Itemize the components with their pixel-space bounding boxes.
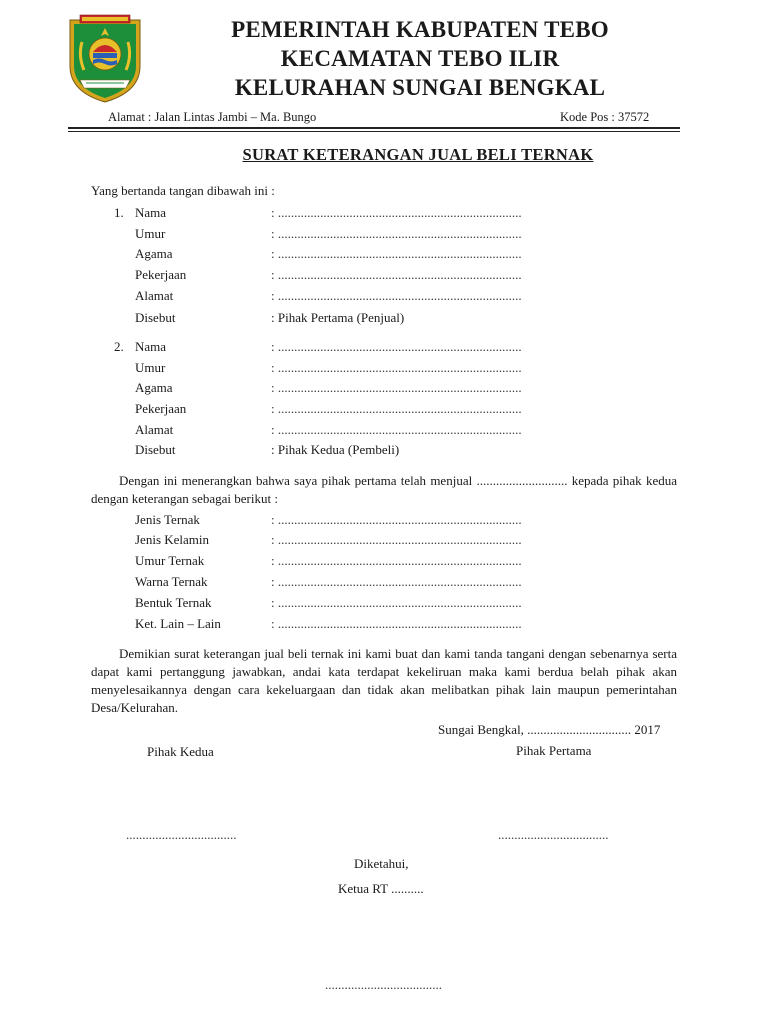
field-value: : ........................................................................... bbox=[271, 422, 522, 437]
field-label: Pekerjaan bbox=[135, 401, 187, 416]
field-value: : ........................................................................... bbox=[271, 616, 522, 631]
field-value: : ........................................................................... bbox=[271, 360, 522, 375]
field-value: : ........................................................................... bbox=[271, 380, 522, 395]
field-value: : ........................................................................... bbox=[271, 226, 522, 241]
intro-text: Yang bertanda tangan dibawah ini : bbox=[91, 183, 275, 198]
field-value: : Pihak Pertama (Penjual) bbox=[271, 310, 405, 325]
field-value: : ........................................................................... bbox=[271, 401, 522, 416]
field-value: : ........................................................................... bbox=[271, 574, 522, 589]
field-value: : ........................................................................... bbox=[271, 205, 522, 220]
field-label: Agama bbox=[135, 246, 173, 261]
closing-text: Demikian surat keterangan jual beli ternak ini kami buat dan kami tanda tangani dengan sebenarnya serta dapat kami pertanggung jawabkan, andai kata terdapat kekeliruan maka kami berdua belah pihak akan menyelesaikannya dengan cara kekeluargaan dan tidak akan melibatkan pihak lain maupun pemerintahan Desa/Kelurahan. bbox=[91, 646, 677, 715]
field-value: : ........................................................................... bbox=[271, 288, 522, 303]
sale-statement-text: Dengan ini menerangkan bahwa saya pihak pertama telah menjual ............................ kepada pihak kedua dengan keterangan sebagai berikut : bbox=[91, 473, 677, 506]
village-name: KELURAHAN SUNGAI BENGKAL bbox=[234, 75, 606, 100]
field-value: : ........................................................................... bbox=[271, 595, 522, 610]
field-label: Nama bbox=[135, 205, 167, 220]
field-label: Nama bbox=[135, 339, 167, 354]
field-label: Agama bbox=[135, 380, 173, 395]
field-label: Disebut bbox=[135, 310, 176, 325]
field-value: : ........................................................................... bbox=[271, 339, 522, 354]
place-date: Sungai Bengkal, ................................ 2017 bbox=[438, 722, 661, 737]
field-value: : ........................................................................... bbox=[271, 267, 522, 282]
document-title: SURAT KETERANGAN JUAL BELI TERNAK bbox=[242, 145, 594, 164]
party-1-signature-label: Pihak Pertama bbox=[516, 743, 592, 758]
field-value: : ........................................................................... bbox=[271, 532, 522, 547]
party-2-number: 2. bbox=[114, 339, 124, 354]
rt-head-label: Ketua RT .......... bbox=[338, 881, 424, 896]
field-value: : ........................................................................... bbox=[271, 553, 522, 568]
field-label: Umur Ternak bbox=[135, 553, 205, 568]
rt-signature-line: .................................... bbox=[325, 977, 442, 992]
closing-paragraph bbox=[91, 645, 677, 717]
field-label: Umur bbox=[135, 360, 166, 375]
field-value: : ........................................................................... bbox=[271, 512, 522, 527]
party-1-signature-line: .................................. bbox=[498, 827, 609, 842]
header-divider bbox=[68, 127, 680, 129]
field-label: Pekerjaan bbox=[135, 267, 187, 282]
field-label: Jenis Ternak bbox=[135, 512, 200, 527]
header-divider-thin bbox=[68, 131, 680, 132]
party-1-number: 1. bbox=[114, 205, 124, 220]
government-name: PEMERINTAH KABUPATEN TEBO bbox=[231, 17, 609, 42]
kabupaten-tebo-emblem bbox=[66, 12, 144, 104]
field-label: Umur bbox=[135, 226, 166, 241]
postcode-text: Kode Pos : 37572 bbox=[560, 110, 650, 124]
address-text: Alamat : Jalan Lintas Jambi – Ma. Bungo bbox=[108, 110, 317, 124]
field-label: Ket. Lain – Lain bbox=[135, 616, 221, 631]
party-2-signature-line: .................................. bbox=[126, 827, 237, 842]
sale-statement bbox=[91, 472, 677, 508]
district-name: KECAMATAN TEBO ILIR bbox=[280, 46, 560, 71]
field-label: Alamat bbox=[135, 422, 174, 437]
field-label: Jenis Kelamin bbox=[135, 532, 210, 547]
field-label: Disebut bbox=[135, 442, 176, 457]
field-value: : Pihak Kedua (Pembeli) bbox=[271, 442, 400, 457]
field-value: : ........................................................................... bbox=[271, 246, 522, 261]
field-label: Warna Ternak bbox=[135, 574, 208, 589]
acknowledged-label: Diketahui, bbox=[354, 856, 409, 871]
field-label: Alamat bbox=[135, 288, 174, 303]
field-label: Bentuk Ternak bbox=[135, 595, 212, 610]
party-2-signature-label: Pihak Kedua bbox=[147, 744, 214, 759]
